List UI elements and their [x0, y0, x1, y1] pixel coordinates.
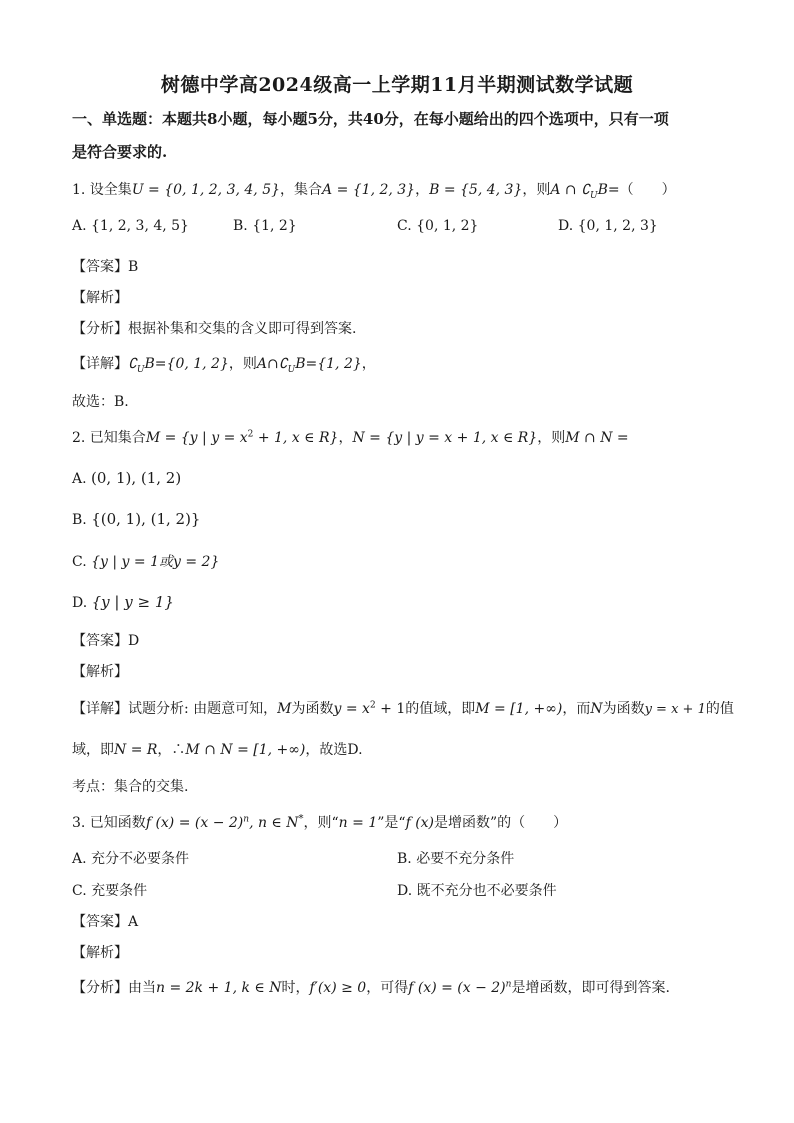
q1-fenxi: 【分析】根据补集和交集的含义即可得到答案. — [72, 321, 357, 337]
q1-answer: 【答案】B — [72, 259, 139, 275]
q1-xiangjie: 【详解】$∁_UB=\{0$, 1, 2}，则$A\cap∁_UB=\{1$, 2}， — [72, 356, 376, 375]
q2-option-a[interactable]: A. (0, 1), (1, 2) — [72, 469, 182, 487]
q1-option-d[interactable]: D. {0, 1, 2, 3} — [558, 218, 658, 234]
q1-option-a[interactable]: A. {1, 2, 3, 4, 5} — [72, 218, 189, 234]
q2-option-c[interactable]: C. {y | y = 1或y = 2} — [72, 554, 220, 570]
q2-option-b[interactable]: B. {(0, 1), (1, 2)} — [72, 510, 201, 528]
q2-answer: 【答案】D — [72, 633, 140, 649]
q1-choose: 故选：B. — [72, 394, 129, 410]
q2-analysis-tag: 【解析】 — [72, 664, 128, 680]
q3-stem: 3. 已知函数f $(x) = (x - 2)^n$, n ∈ N*，则“n = 1”是“f (x)是增函数”的（ ） — [72, 813, 568, 831]
q2-stem: 2. 已知集合M = {y | $y = x^2 + 1$, x ∈ R}，N = {y | y = x + 1, x ∈ R}，则M ∩ N = — [72, 429, 629, 446]
q3-option-c[interactable]: C. 充要条件 — [72, 883, 148, 899]
q2-xiangjie-line1: 【详解】试题分析: 由题意可知，M为函数$y = x^2 + 1$的值域，即M = [1, +∞)，而N为函数y = x + 1的值 — [72, 700, 734, 717]
q1-option-c[interactable]: C. {0, 1, 2} — [397, 218, 479, 234]
q2-xiangjie-line2: 域，即N = R，∴M ∩ N = [1, +∞)，故选D. — [72, 742, 363, 758]
page-title: 树德中学高2024级高一上学期11月半期测试数学试题 — [160, 74, 634, 96]
q3-analysis-tag: 【解析】 — [72, 945, 128, 961]
q1-stem: 1. 设全集U = {0, 1, 2, 3, 4, 5}，集合A = {1, 2, 3}，B = {5, 4, 3}，则A ∩ $∁_UB=$（ ） — [72, 182, 676, 201]
q3-option-a[interactable]: A. 充分不必要条件 — [72, 851, 190, 867]
q3-option-b[interactable]: B. 必要不充分条件 — [397, 851, 515, 867]
section-heading-line1: 一、单选题：本题共8小题，每小题5分，共40分，在每小题给出的四个选项中，只有一项 — [72, 110, 669, 128]
q3-option-d[interactable]: D. 既不充分也不必要条件 — [397, 883, 557, 899]
q2-kaodian: 考点：集合的交集. — [72, 779, 189, 795]
section-heading-line2: 是符合要求的. — [72, 143, 168, 161]
q1-analysis-tag: 【解析】 — [72, 290, 128, 306]
q1-option-b[interactable]: B. {1, 2} — [233, 218, 297, 234]
q3-fenxi: 【分析】由当n = 2k + 1, k ∈ N时，f′(x) ≥ 0，可得f $(x) = (x - 2)^n$是增函数，即可得到答案. — [72, 979, 670, 996]
q3-answer: 【答案】A — [72, 914, 139, 930]
q2-option-d[interactable]: D. {y | y ≥ 1} — [72, 593, 174, 611]
